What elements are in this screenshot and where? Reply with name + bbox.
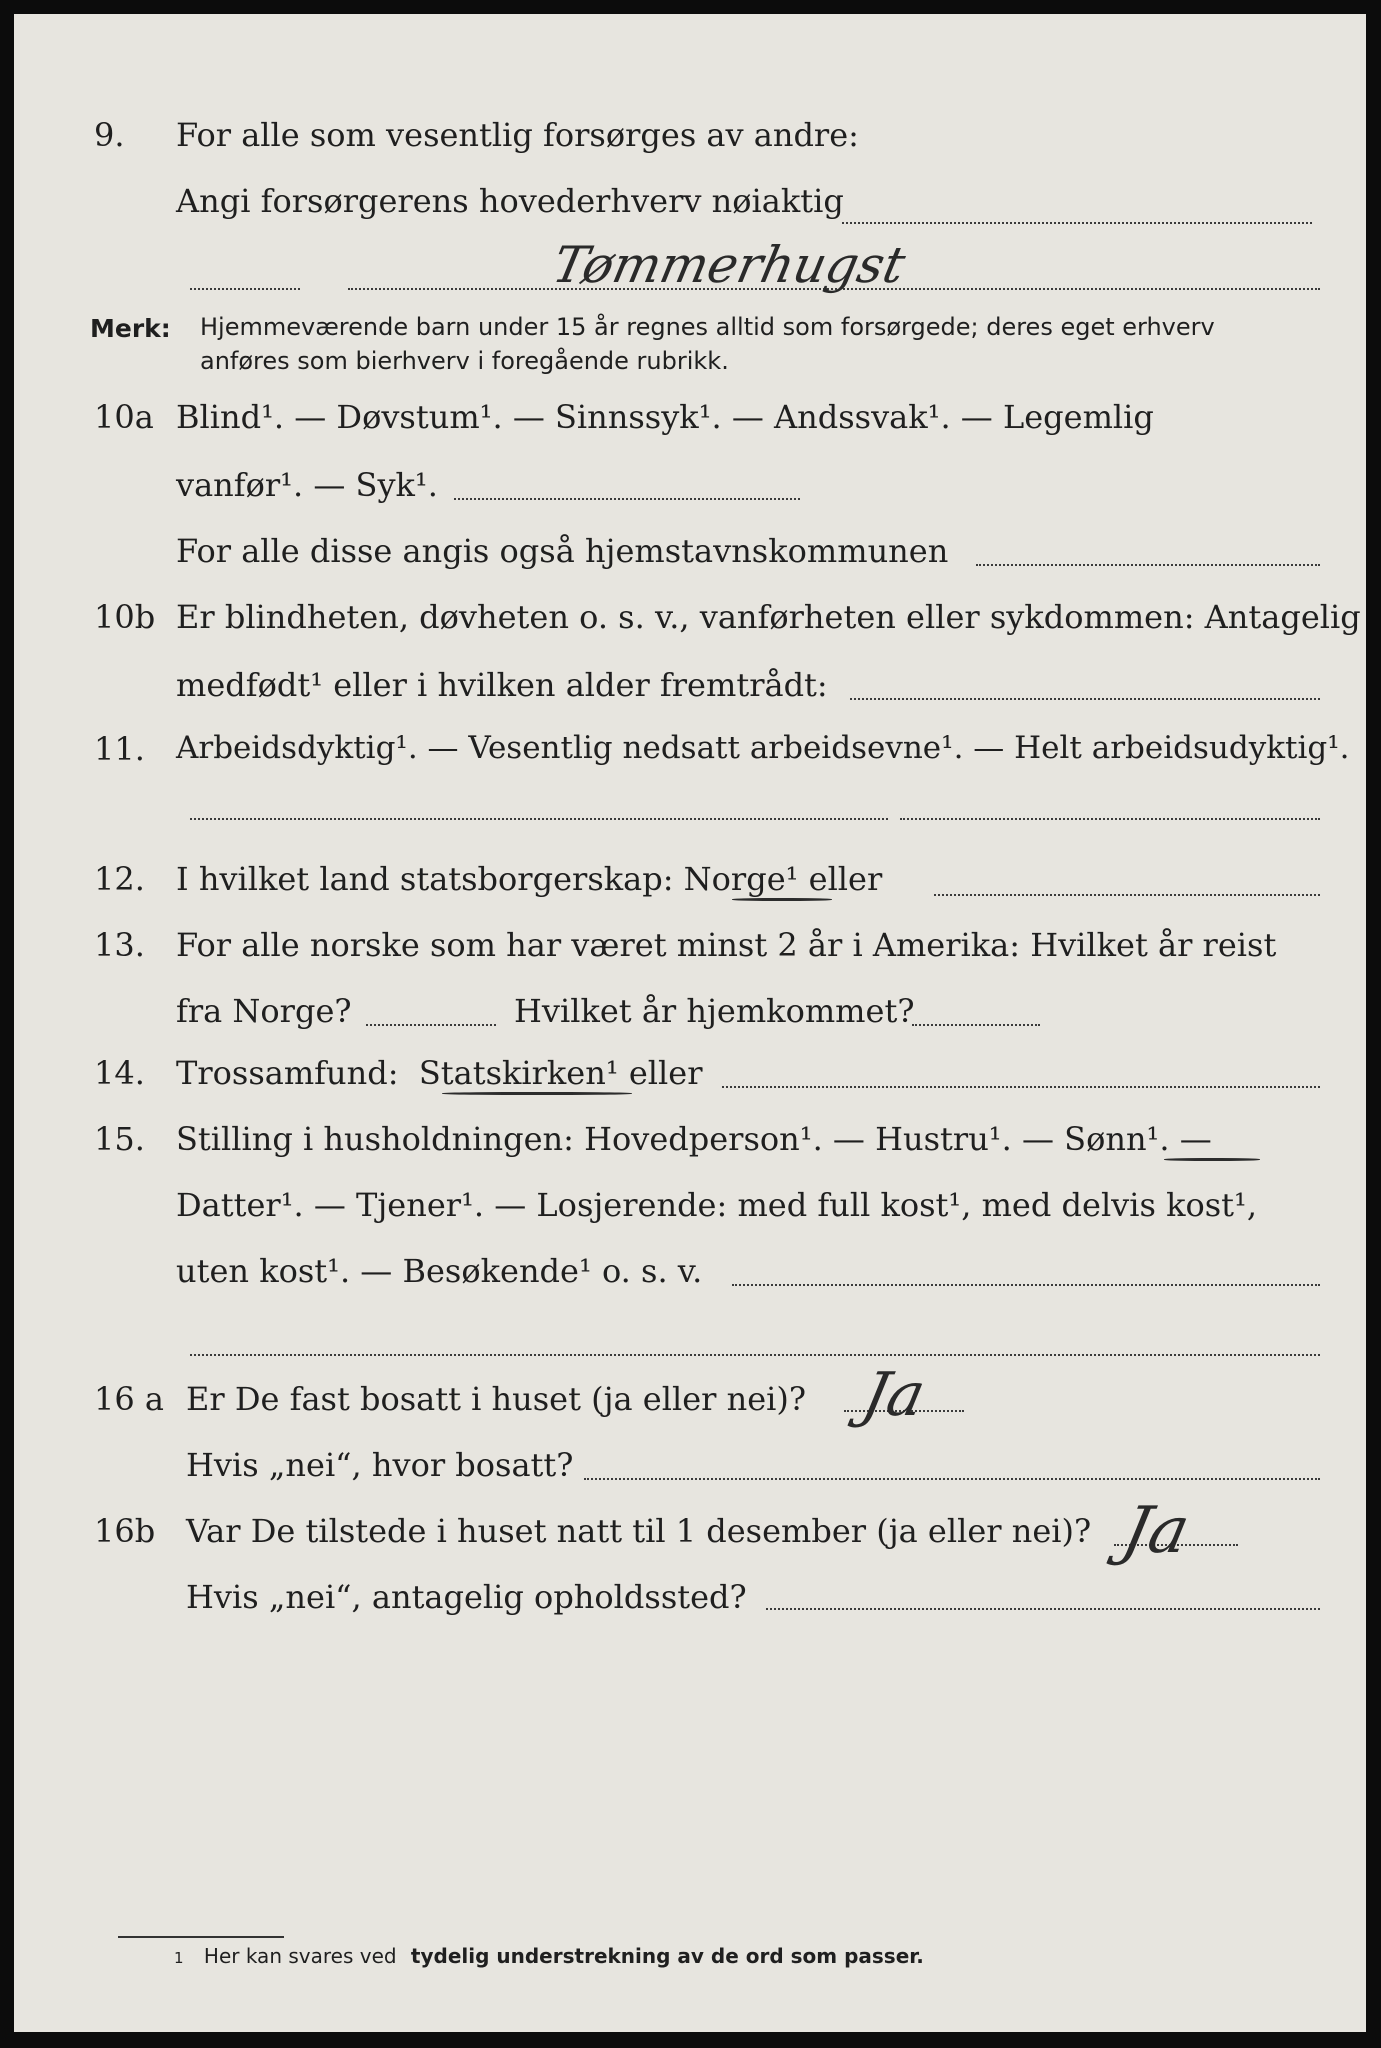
footnote-mark: 1: [174, 1949, 184, 1967]
question-10a-line3: [14, 532, 1366, 582]
question-11: [14, 730, 1366, 780]
answer-line[interactable]: [190, 1354, 1320, 1356]
merk-label: Merk:: [90, 314, 171, 343]
handwritten-answer: Ja: [1116, 1494, 1196, 1568]
question-text: Angi forsørgerens hovederhverv nøiaktig: [176, 182, 844, 220]
question-text: [176, 1054, 702, 1092]
question-text: For alle disse angis også hjemstavnskommunen: [176, 532, 949, 570]
question-number: 9.: [94, 116, 125, 154]
answer-line[interactable]: [454, 498, 800, 500]
question-number: 15.: [94, 1120, 145, 1158]
footnote: [174, 1944, 924, 1968]
answer-line[interactable]: [584, 1478, 1320, 1480]
question-text: Hvis „nei“, hvor bosatt?: [186, 1446, 574, 1484]
question-10a: [14, 398, 1366, 448]
question-15-line2: [14, 1186, 1366, 1236]
answer-line[interactable]: [934, 894, 1320, 896]
answer-line[interactable]: [912, 1024, 1040, 1026]
answer-line[interactable]: [976, 564, 1320, 566]
question-text: Var De tilstede i huset natt til 1 desember (ja eller nei)?: [186, 1512, 1092, 1550]
question-16a: [14, 1380, 1366, 1430]
question-text-b: Hvilket år hjemkommet?: [514, 992, 915, 1030]
question-13-line2: [14, 992, 1366, 1042]
answer-line: [842, 222, 1312, 224]
question-text-a: Trossamfund:: [176, 1054, 399, 1092]
question-number: 14.: [94, 1054, 145, 1092]
question-text-c: . —: [1159, 1120, 1212, 1158]
question-text: Er blindheten, døvheten o. s. v., vanførheten eller sykdommen: Antagelig: [176, 598, 1361, 636]
question-text: Blind¹. — Døvstum¹. — Sinnssyk¹. — Andssvak¹. — Legemlig: [176, 398, 1154, 436]
selection-underline: [1164, 1158, 1260, 1161]
handwritten-answer: Ja: [856, 1360, 932, 1430]
footnote-divider: [118, 1936, 284, 1938]
question-number: 16b: [94, 1512, 156, 1550]
question-text: Arbeidsdyktig¹. — Vesentlig nedsatt arbeidsevne¹. — Helt arbeidsudyktig¹.: [176, 730, 1350, 766]
question-9: [14, 116, 1366, 166]
question-14: [14, 1054, 1366, 1104]
selection-underline: [732, 898, 832, 901]
question-10a-line2: [14, 466, 1366, 516]
question-text: [176, 860, 882, 898]
question-10b: [14, 598, 1366, 648]
question-number: 12.: [94, 860, 145, 898]
question-text: Hvis „nei“, antagelig opholdssted?: [186, 1578, 747, 1616]
question-text-a: I hvilket land statsborgerskap:: [176, 860, 674, 898]
question-15-line3: [14, 1252, 1366, 1302]
question-text: medfødt¹ eller i hvilken alder fremtrådt:: [176, 666, 828, 704]
answer-line[interactable]: [850, 698, 1320, 700]
question-text: [176, 1120, 1212, 1158]
merk-line: Hjemmeværende barn under 15 år regnes alltid som forsørgede; deres eget erhverv: [200, 313, 1215, 341]
merk-line: anføres som bierhverv i foregående rubrikk.: [200, 347, 729, 375]
question-number: 16 a: [94, 1380, 164, 1418]
answer-line[interactable]: [722, 1086, 1320, 1088]
answer-line[interactable]: [732, 1284, 1320, 1286]
question-text-c: eller: [808, 860, 883, 898]
selection-underline: [442, 1092, 632, 1095]
handwritten-answer: Tømmerhugst: [547, 236, 911, 294]
question-16b-line2: [14, 1578, 1366, 1628]
question-text: For alle som vesentlig forsørges av andre:: [176, 116, 859, 154]
question-10b-line2: [14, 666, 1366, 716]
answer-line: [190, 288, 300, 290]
census-form-page: [14, 14, 1366, 2032]
question-text: vanfør¹. — Syk¹.: [176, 466, 438, 504]
question-number: 10a: [94, 398, 154, 436]
question-text: uten kost¹. — Besøkende¹ o. s. v.: [176, 1252, 703, 1290]
question-text-c: eller: [628, 1054, 703, 1092]
question-text-a: fra Norge?: [176, 992, 352, 1030]
answer-line[interactable]: [766, 1608, 1320, 1610]
question-text: Er De fast bosatt i huset (ja eller nei)?: [186, 1380, 807, 1418]
question-15: [14, 1120, 1366, 1170]
footnote-emphasis: tydelig understrekning av de ord som passer.: [410, 1944, 924, 1968]
question-number: 13.: [94, 926, 145, 964]
merk-note: [200, 310, 1215, 378]
answer-line[interactable]: [190, 818, 888, 820]
question-13: [14, 926, 1366, 976]
question-12: [14, 860, 1366, 910]
option-norge[interactable]: Norge¹: [683, 860, 799, 898]
question-number: 10b: [94, 598, 156, 636]
footnote-text: Her kan svares ved: [203, 1944, 397, 1968]
answer-line[interactable]: [366, 1024, 496, 1026]
question-number: 11.: [94, 730, 145, 768]
answer-line[interactable]: [900, 818, 1320, 820]
option-statskirken[interactable]: Statskirken¹: [418, 1054, 619, 1092]
option-sonn[interactable]: Sønn¹: [1064, 1120, 1160, 1158]
question-text: Datter¹. — Tjener¹. — Losjerende: med full kost¹, med delvis kost¹,: [176, 1186, 1258, 1224]
question-text: For alle norske som har været minst 2 år i Amerika: Hvilket år reist: [176, 926, 1277, 964]
question-text-a: Stilling i husholdningen: Hovedperson¹. — Hustru¹. —: [176, 1120, 1054, 1158]
question-9-line2: [14, 182, 1366, 232]
question-16a-line2: [14, 1446, 1366, 1496]
